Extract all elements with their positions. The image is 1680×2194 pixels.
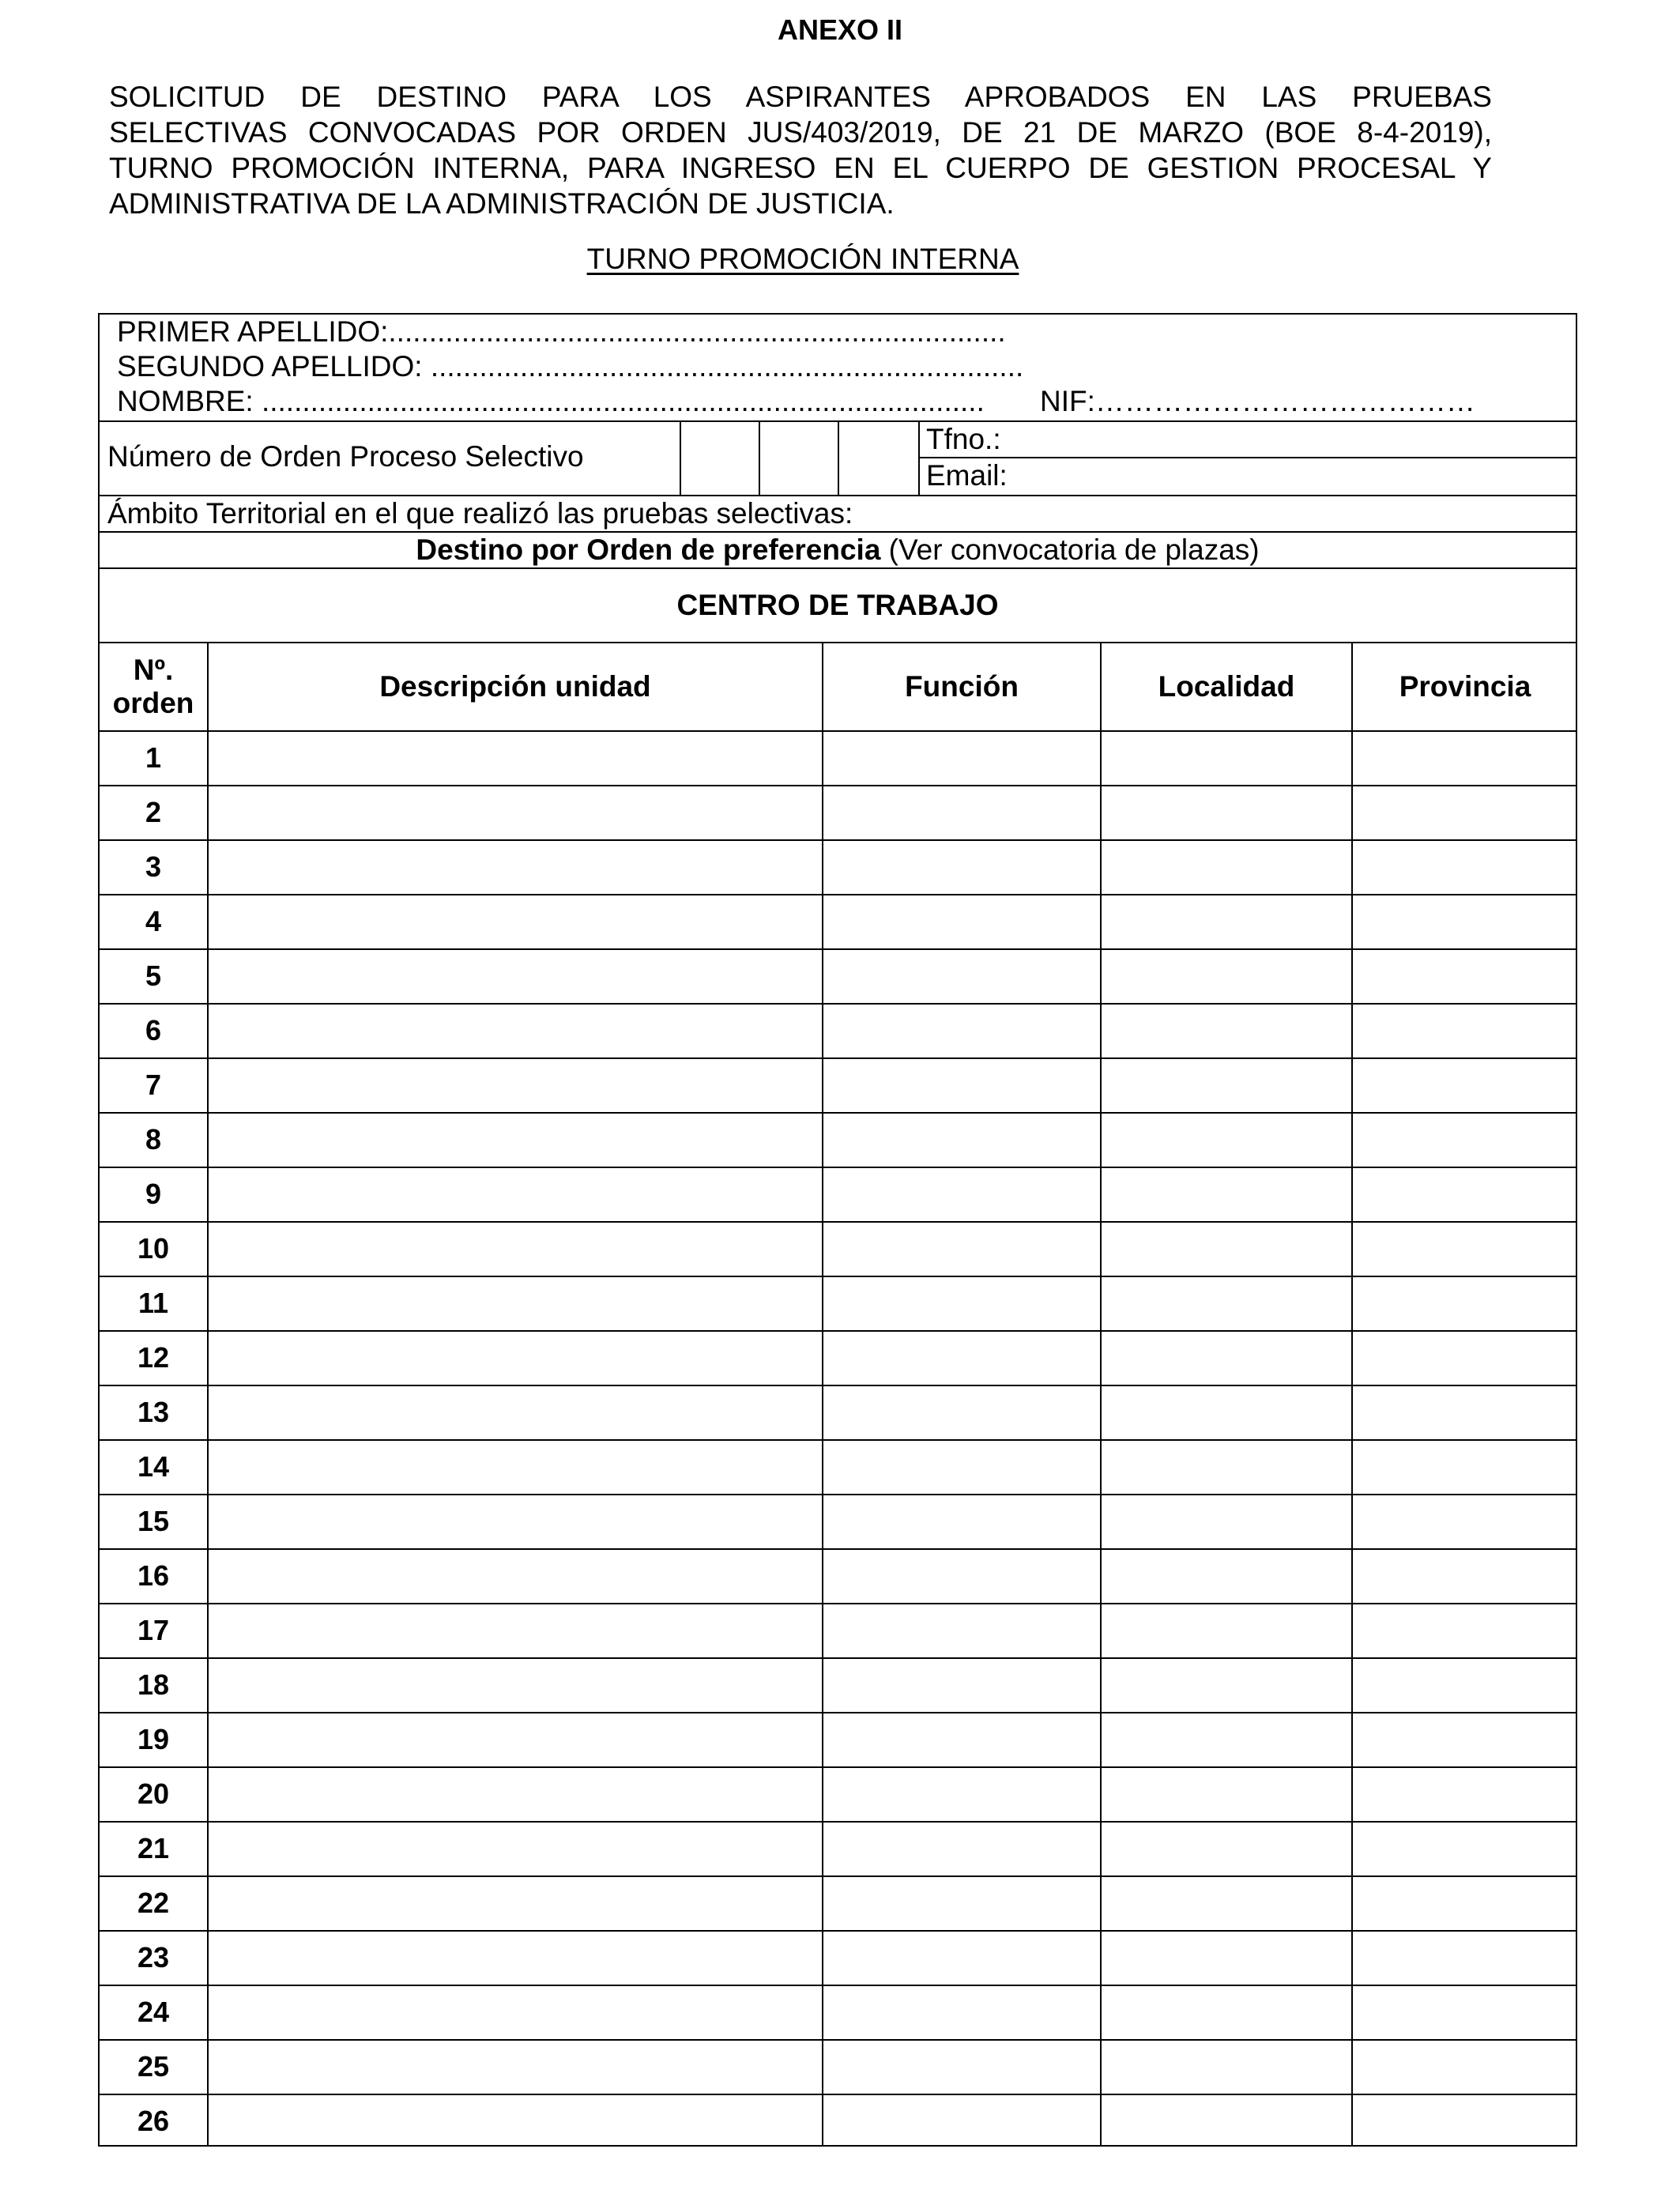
annex-title: ANEXO II	[777, 13, 903, 46]
localidad-cell[interactable]	[1102, 1057, 1351, 1112]
numero-orden-label: Número de Orden Proceso Selectivo	[107, 440, 584, 473]
localidad-cell[interactable]	[1102, 1930, 1351, 1985]
segundo-apellido-field[interactable]: SEGUNDO APELLIDO: .........................................................................	[117, 350, 1024, 383]
funcion-cell[interactable]	[823, 1875, 1100, 1930]
provincia-cell[interactable]	[1353, 1221, 1577, 1276]
provincia-cell[interactable]	[1353, 1112, 1577, 1167]
col-header-funcion: Función	[905, 670, 1019, 703]
provincia-cell[interactable]	[1353, 1276, 1577, 1330]
divider	[918, 457, 1577, 458]
provincia-cell[interactable]	[1353, 1003, 1577, 1057]
intro-paragraph	[109, 79, 1492, 221]
nif-field[interactable]: NIF:…………………………………	[1040, 385, 1475, 417]
descripcion-cell[interactable]	[209, 1330, 822, 1385]
col-header-orden: Nº. orden	[112, 654, 194, 719]
descripcion-cell[interactable]	[209, 1657, 822, 1712]
funcion-cell[interactable]	[823, 1167, 1100, 1221]
funcion-cell[interactable]	[823, 1276, 1100, 1330]
numero-orden-box-2[interactable]	[760, 422, 836, 493]
row-number: 4	[145, 904, 162, 937]
provincia-cell[interactable]	[1353, 1057, 1577, 1112]
localidad-cell[interactable]	[1102, 785, 1351, 839]
col-header-localidad: Localidad	[1158, 670, 1295, 703]
localidad-cell[interactable]	[1102, 1548, 1351, 1603]
localidad-cell[interactable]	[1102, 1330, 1351, 1385]
centro-trabajo-title: CENTRO DE TRABAJO	[676, 589, 999, 621]
numero-orden-box-3[interactable]	[839, 422, 917, 493]
localidad-cell[interactable]	[1102, 2094, 1351, 2148]
funcion-cell[interactable]	[823, 2039, 1100, 2094]
intro-line: SELECTIVAS CONVOCADAS POR ORDEN JUS/403/2019, DE 21 DE MARZO (BOE 8-4-2019),	[109, 116, 1492, 149]
localidad-cell[interactable]	[1102, 1712, 1351, 1766]
funcion-cell[interactable]	[823, 1712, 1100, 1766]
primer-apellido-field[interactable]: PRIMER APELLIDO:............................................................................	[117, 315, 1006, 348]
row-number: 2	[145, 795, 162, 828]
descripcion-cell[interactable]	[209, 730, 822, 785]
descripcion-cell[interactable]	[209, 1439, 822, 1494]
row-number: 7	[145, 1068, 162, 1101]
provincia-cell[interactable]	[1353, 1167, 1577, 1221]
row-number: 14	[137, 1449, 170, 1483]
email-field[interactable]: Email:	[926, 459, 1008, 492]
provincia-cell[interactable]	[1353, 1494, 1577, 1548]
row-number: 5	[145, 959, 162, 992]
provincia-cell[interactable]	[1353, 1385, 1577, 1439]
row-number: 1	[145, 741, 162, 774]
provincia-cell[interactable]	[1353, 2039, 1577, 2094]
row-number: 6	[145, 1013, 162, 1046]
provincia-cell[interactable]	[1353, 894, 1577, 948]
funcion-cell[interactable]	[823, 1439, 1100, 1494]
funcion-cell[interactable]	[823, 1112, 1100, 1167]
funcion-cell[interactable]	[823, 1930, 1100, 1985]
funcion-cell[interactable]	[823, 894, 1100, 948]
localidad-cell[interactable]	[1102, 1167, 1351, 1221]
funcion-cell[interactable]	[823, 839, 1100, 894]
provincia-cell[interactable]	[1353, 2094, 1577, 2148]
provincia-cell[interactable]	[1353, 1875, 1577, 1930]
localidad-cell[interactable]	[1102, 839, 1351, 894]
localidad-cell[interactable]	[1102, 1821, 1351, 1875]
localidad-cell[interactable]	[1102, 1003, 1351, 1057]
localidad-cell[interactable]	[1102, 2039, 1351, 2094]
row-number: 19	[137, 1722, 170, 1755]
descripcion-cell[interactable]	[209, 1821, 822, 1875]
provincia-cell[interactable]	[1353, 1657, 1577, 1712]
descripcion-cell[interactable]	[209, 1766, 822, 1821]
descripcion-cell[interactable]	[209, 1875, 822, 1930]
funcion-cell[interactable]	[823, 1766, 1100, 1821]
funcion-cell[interactable]	[823, 1548, 1100, 1603]
funcion-cell[interactable]	[823, 1057, 1100, 1112]
intro-line: TURNO PROMOCIÓN INTERNA, PARA INGRESO EN EL CUERPO DE GESTION PROCESAL Y	[109, 152, 1492, 184]
provincia-cell[interactable]	[1353, 785, 1577, 839]
descripcion-cell[interactable]	[209, 1276, 822, 1330]
nombre-field[interactable]: NOMBRE: .........................................................................................	[117, 385, 985, 417]
provincia-cell[interactable]	[1353, 948, 1577, 1003]
row-number: 8	[145, 1122, 162, 1155]
row-number: 16	[137, 1559, 170, 1592]
descripcion-cell[interactable]	[209, 2094, 822, 2148]
row-number: 18	[137, 1668, 170, 1701]
funcion-cell[interactable]	[823, 1330, 1100, 1385]
localidad-cell[interactable]	[1102, 1657, 1351, 1712]
descripcion-cell[interactable]	[209, 1057, 822, 1112]
localidad-cell[interactable]	[1102, 894, 1351, 948]
localidad-cell[interactable]	[1102, 1875, 1351, 1930]
provincia-cell[interactable]	[1353, 730, 1577, 785]
descripcion-cell[interactable]	[209, 1603, 822, 1657]
row-number: 21	[137, 1831, 170, 1864]
descripcion-cell[interactable]	[209, 1548, 822, 1603]
descripcion-cell[interactable]	[209, 1712, 822, 1766]
row-number: 3	[145, 850, 162, 883]
funcion-cell[interactable]	[823, 1003, 1100, 1057]
provincia-cell[interactable]	[1353, 1821, 1577, 1875]
row-number: 12	[137, 1340, 170, 1374]
provincia-cell[interactable]	[1353, 1766, 1577, 1821]
funcion-cell[interactable]	[823, 730, 1100, 785]
row-number: 25	[137, 2049, 170, 2083]
descripcion-cell[interactable]	[209, 1003, 822, 1057]
funcion-cell[interactable]	[823, 1821, 1100, 1875]
intro-line: SOLICITUD DE DESTINO PARA LOS ASPIRANTES APROBADOS EN LAS PRUEBAS	[109, 81, 1492, 113]
localidad-cell[interactable]	[1102, 1494, 1351, 1548]
descripcion-cell[interactable]	[209, 1930, 822, 1985]
row-number: 20	[137, 1777, 170, 1810]
row-number: 26	[137, 2104, 170, 2137]
descripcion-cell[interactable]	[209, 1167, 822, 1221]
row-number: 10	[137, 1231, 170, 1265]
funcion-cell[interactable]	[823, 2094, 1100, 2148]
row-number: 23	[137, 1940, 170, 1973]
localidad-cell[interactable]	[1102, 1276, 1351, 1330]
provincia-cell[interactable]	[1353, 1548, 1577, 1603]
row-number: 15	[137, 1504, 170, 1537]
tfno-field[interactable]: Tfno.:	[926, 423, 1001, 455]
provincia-cell[interactable]	[1353, 1930, 1577, 1985]
numero-orden-box-1[interactable]	[681, 422, 757, 493]
provincia-cell[interactable]	[1353, 1439, 1577, 1494]
row-number: 13	[137, 1395, 170, 1428]
provincia-cell[interactable]	[1353, 1712, 1577, 1766]
localidad-cell[interactable]	[1102, 1221, 1351, 1276]
funcion-cell[interactable]	[823, 785, 1100, 839]
descripcion-cell[interactable]	[209, 1385, 822, 1439]
row-number: 17	[137, 1613, 170, 1646]
row-number: 22	[137, 1886, 170, 1919]
funcion-cell[interactable]	[823, 1221, 1100, 1276]
localidad-cell[interactable]	[1102, 1439, 1351, 1494]
row-number: 9	[145, 1177, 162, 1210]
col-header-provincia: Provincia	[1399, 670, 1531, 703]
descripcion-cell[interactable]	[209, 1494, 822, 1548]
turno-heading: TURNO PROMOCIÓN INTERNA	[586, 243, 1019, 275]
funcion-cell[interactable]	[823, 1494, 1100, 1548]
provincia-cell[interactable]	[1353, 839, 1577, 894]
descripcion-cell[interactable]	[209, 1112, 822, 1167]
funcion-cell[interactable]	[823, 1657, 1100, 1712]
intro-line: ADMINISTRATIVA DE LA ADMINISTRACIÓN DE JUSTICIA.	[109, 187, 895, 220]
col-header-descripcion: Descripción unidad	[379, 670, 651, 703]
ambito-territorial-field[interactable]: Ámbito Territorial en el que realizó las pruebas selectivas:	[107, 497, 853, 530]
descripcion-cell[interactable]	[209, 948, 822, 1003]
funcion-cell[interactable]	[823, 1985, 1100, 2039]
descripcion-cell[interactable]	[209, 2039, 822, 2094]
provincia-cell[interactable]	[1353, 1330, 1577, 1385]
provincia-cell[interactable]	[1353, 1985, 1577, 2039]
descripcion-cell[interactable]	[209, 839, 822, 894]
descripcion-cell[interactable]	[209, 1221, 822, 1276]
localidad-cell[interactable]	[1102, 1603, 1351, 1657]
funcion-cell[interactable]	[823, 948, 1100, 1003]
localidad-cell[interactable]	[1102, 948, 1351, 1003]
localidad-cell[interactable]	[1102, 1385, 1351, 1439]
localidad-cell[interactable]	[1102, 1112, 1351, 1167]
localidad-cell[interactable]	[1102, 730, 1351, 785]
destino-heading: Destino por Orden de preferencia (Ver convocatoria de plazas)	[416, 533, 1260, 566]
descripcion-cell[interactable]	[209, 1985, 822, 2039]
funcion-cell[interactable]	[823, 1603, 1100, 1657]
funcion-cell[interactable]	[823, 1385, 1100, 1439]
provincia-cell[interactable]	[1353, 1603, 1577, 1657]
localidad-cell[interactable]	[1102, 1766, 1351, 1821]
descripcion-cell[interactable]	[209, 785, 822, 839]
row-number: 24	[137, 1995, 170, 2028]
descripcion-cell[interactable]	[209, 894, 822, 948]
row-number: 11	[137, 1286, 169, 1319]
localidad-cell[interactable]	[1102, 1985, 1351, 2039]
